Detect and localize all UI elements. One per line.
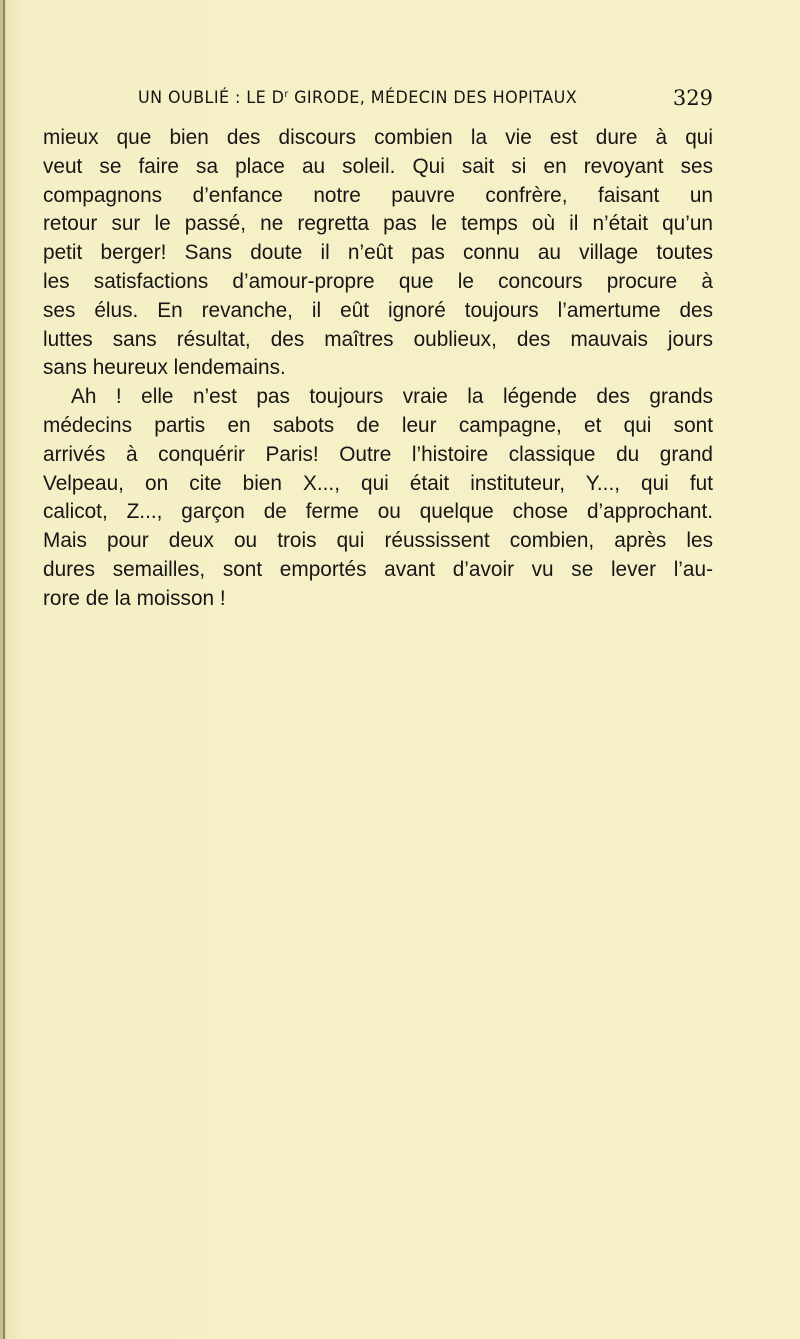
text-line: petit berger! Sans doute il n’eût pas connu au village toutes xyxy=(43,241,713,265)
text-line: retour sur le passé, ne regretta pas le temps où il n’était qu’un xyxy=(43,212,713,236)
text-line: sans heureux lendemains. xyxy=(43,356,286,380)
text-line: Velpeau, on cite bien X..., qui était instituteur, Y..., qui fut xyxy=(43,471,713,495)
running-title xyxy=(138,88,577,108)
running-title-post: GIRODE, MÉDECIN DES HOPITAUX xyxy=(288,88,578,108)
text-line: médecins partis en sabots de leur campagne, et qui sont xyxy=(43,413,713,437)
text-line: arrivés à conquérir Paris! Outre l’histoire classique du grand xyxy=(43,442,713,466)
page-header xyxy=(138,86,713,116)
text-line: calicot, Z..., garçon de ferme ou quelque chose d’approchant. xyxy=(43,500,713,524)
text-line: dures semailles, sont emportés avant d’avoir vu se lever l’au- xyxy=(43,557,713,581)
paragraph-1 xyxy=(43,124,713,383)
text-line: les satisfactions d’amour-propre que le concours procure à xyxy=(43,269,713,293)
running-title-pre: UN OUBLIÉ : LE D xyxy=(138,88,285,108)
text-line: Ah ! elle n’est pas toujours vraie la légende des grands xyxy=(71,385,713,409)
text-line: mieux que bien des discours combien la vie est dure à qui xyxy=(43,126,713,149)
paragraph-2 xyxy=(43,383,713,613)
body-text xyxy=(43,124,713,614)
text-line: ses élus. En revanche, il eût ignoré toujours l’amertume des xyxy=(43,298,713,322)
running-title-superscript: r xyxy=(284,89,289,100)
text-line: compagnons d’enfance notre pauvre confrère, faisant un xyxy=(43,183,713,207)
text-line: rore de la moisson ! xyxy=(43,586,226,610)
page-edge-line xyxy=(3,0,5,1339)
text-line: veut se faire sa place au soleil. Qui sait si en revoyant ses xyxy=(43,154,713,178)
page-number: 329 xyxy=(672,86,713,110)
text-line: Mais pour deux ou trois qui réussissent combien, après les xyxy=(43,529,713,553)
text-line: luttes sans résultat, des maîtres oublieux, des mauvais jours xyxy=(43,327,713,351)
